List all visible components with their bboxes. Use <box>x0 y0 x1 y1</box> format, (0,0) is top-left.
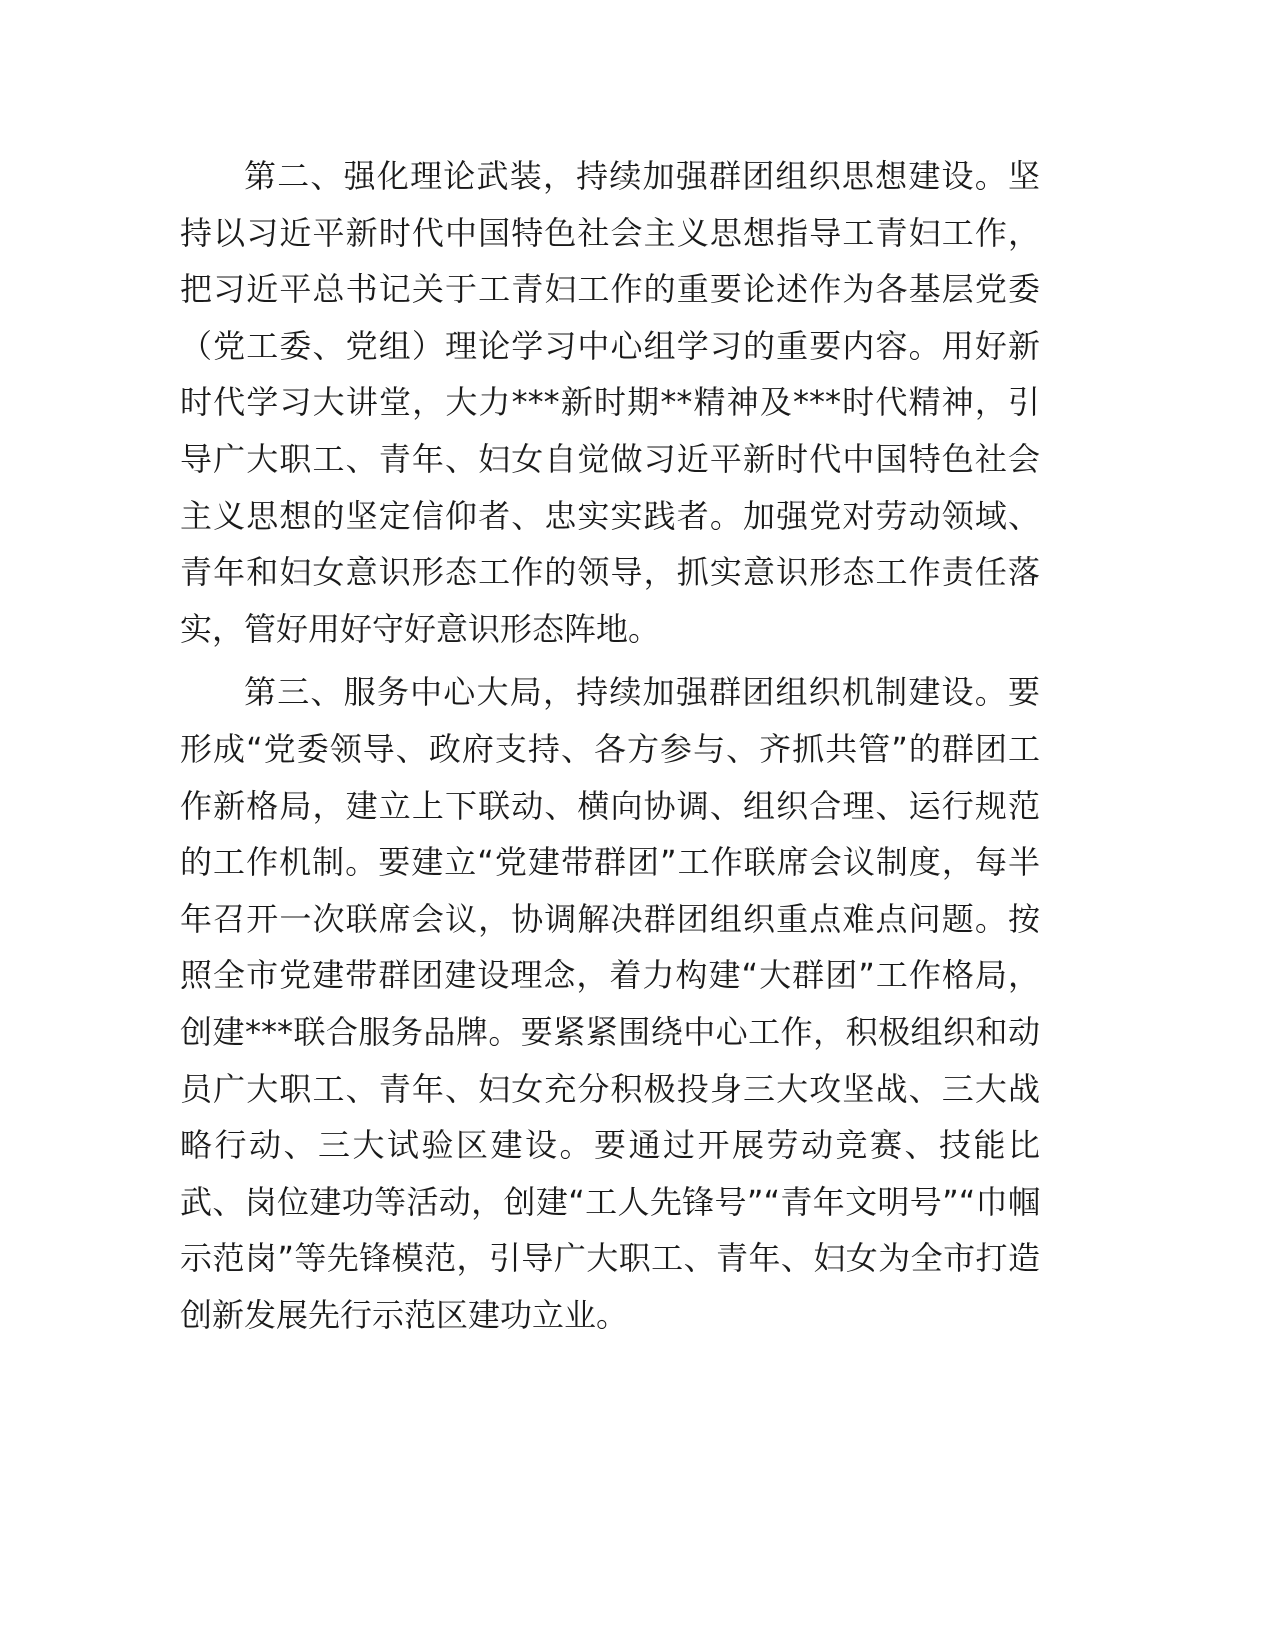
document-body <box>180 148 1040 1343</box>
paragraph-ideological-building: 第二、强化理论武装，持续加强群团组织思想建设。坚持以习近平新时代中国特色社会主义思想指导工青妇工作，把习近平总书记关于工青妇工作的重要论述作为各基层党委（党工委、党组）理论学习中心组学习的重要内容。用好新时代学习大讲堂，大力***新时期**精神及***时代精神，引导广大职工、青年、妇女自觉做习近平新时代中国特色社会主义思想的坚定信仰者、忠实实践者。加强党对劳动领域、青年和妇女意识形态工作的领导，抓实意识形态工作责任落实，管好用好守好意识形态阵地。 <box>180 157 1040 648</box>
paragraph-mechanism-building: 第三、服务中心大局，持续加强群团组织机制建设。要形成“党委领导、政府支持、各方参与、齐抓共管”的群团工作新格局，建立上下联动、横向协调、组织合理、运行规范的工作机制。要建立“党建带群团”工作联席会议制度，每半年召开一次联席会议，协调解决群团组织重点难点问题。按照全市党建带群团建设理念，着力构建“大群团”工作格局，创建***联合服务品牌。要紧紧围绕中心工作，积极组织和动员广大职工、青年、妇女充分积极投身三大攻坚战、三大战略行动、三大试验区建设。要通过开展劳动竞赛、技能比武、岗位建功等活动，创建“工人先锋号”“青年文明号”“巾帼示范岗”等先锋模范，引导广大职工、青年、妇女为全市打造创新发展先行示范区建功立业。 <box>180 673 1040 1334</box>
